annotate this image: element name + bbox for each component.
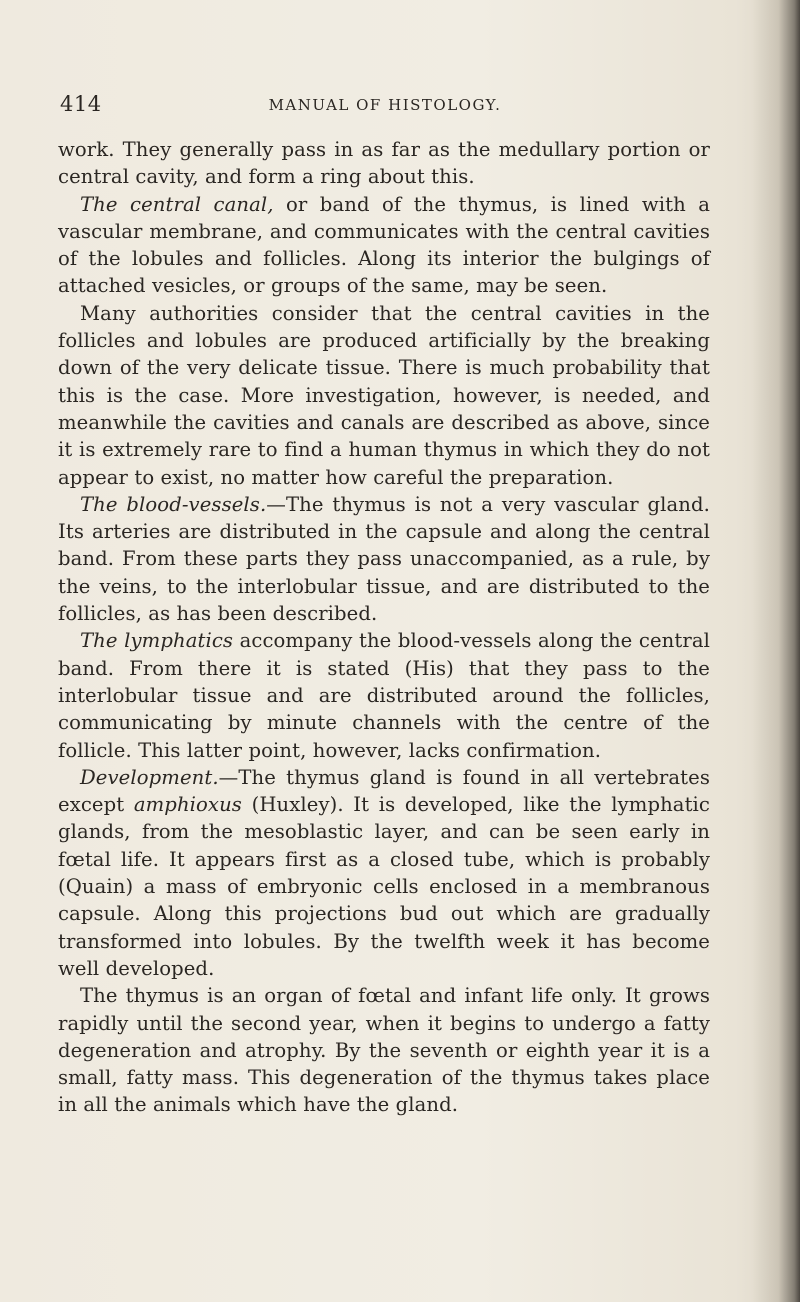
paragraph-text: The thymus is an organ of fœtal and infant life only. It grows rapidly until the second year, when it begins to undergo a fatty degeneration and atrophy. By the seventh or eighth year it is a small, fatty mass. This degeneration of the thymus takes place in all the animals which have the gland. [58,984,710,1117]
paragraph-text: accompany the blood-vessels along the central band. From there it is stated (His) that they pass to the interlobular tissue and are distributed around the follicles, communicating by minute channels with the centre of the follicle. This latter point, however, lacks confirmation. [58,629,710,762]
paragraph-italic-term: amphioxus [133,793,242,817]
paragraph-lymphatics [58,627,710,763]
paragraph-development [58,764,710,982]
paragraph-lead-italic: The blood-vessels. [80,492,267,516]
paragraph-text: —The thymus gland is found in all vertebrates except [58,765,710,817]
paragraph-continuation [58,136,710,191]
paragraph-text: —The thymus is not a very vascular gland. Its arteries are distributed in the capsule and along the central band. From these parts they pass unaccompanied, as a rule, by the veins, to the interlobular tissue, and are distributed to the follicles, as has been described. [58,492,710,626]
paragraph-text: Many authorities consider that the central cavities in the follicles and lobules are produced artificially by the breaking down of the very delicate tissue. There is much probability that this is the case. More investigation, however, is needed, and meanwhile the cavities and canals are described as above, since it is extremely rare to find a human thymus in which they do not appear to exist, no matter how careful the preparation. [58,301,710,489]
binding-shadow [752,0,800,1302]
paragraph-foetal-life [58,982,710,1118]
running-head: MANUAL OF HISTOLOGY. [268,96,502,114]
paragraph-authorities [58,300,710,491]
paragraph-blood-vessels [58,491,710,627]
page-header [60,92,710,122]
paragraph-text: or band of the thymus, is lined with a vascular membrane, and communicates with the central cavities of the lobules and follicles. Along its interior the bulgings of attached vesicles, or groups of the same, may be seen. [58,192,710,298]
paragraph-lead-italic: The lymphatics [80,629,234,653]
page-number: 414 [60,92,102,116]
paragraph-lead-italic: Development. [80,765,219,789]
paragraph-text-after: (Huxley). It is developed, like the lymphatic glands, from the mesoblastic layer, and can be seen early in fœtal life. It appears first as a closed tube, which is probably (Quain) a mass of embryonic cells enclosed in a membranous capsule. Along this projections bud out which are gradually transformed into lobules. By the twelfth week it has become well developed. [58,793,711,980]
paragraph-lead-italic: The central canal, [80,192,274,216]
body-text [58,136,710,1119]
paragraph-text: work. They generally pass in as far as the medullary portion or central cavity, and form a ring about this. [58,138,710,189]
paragraph-central-canal [58,191,710,300]
